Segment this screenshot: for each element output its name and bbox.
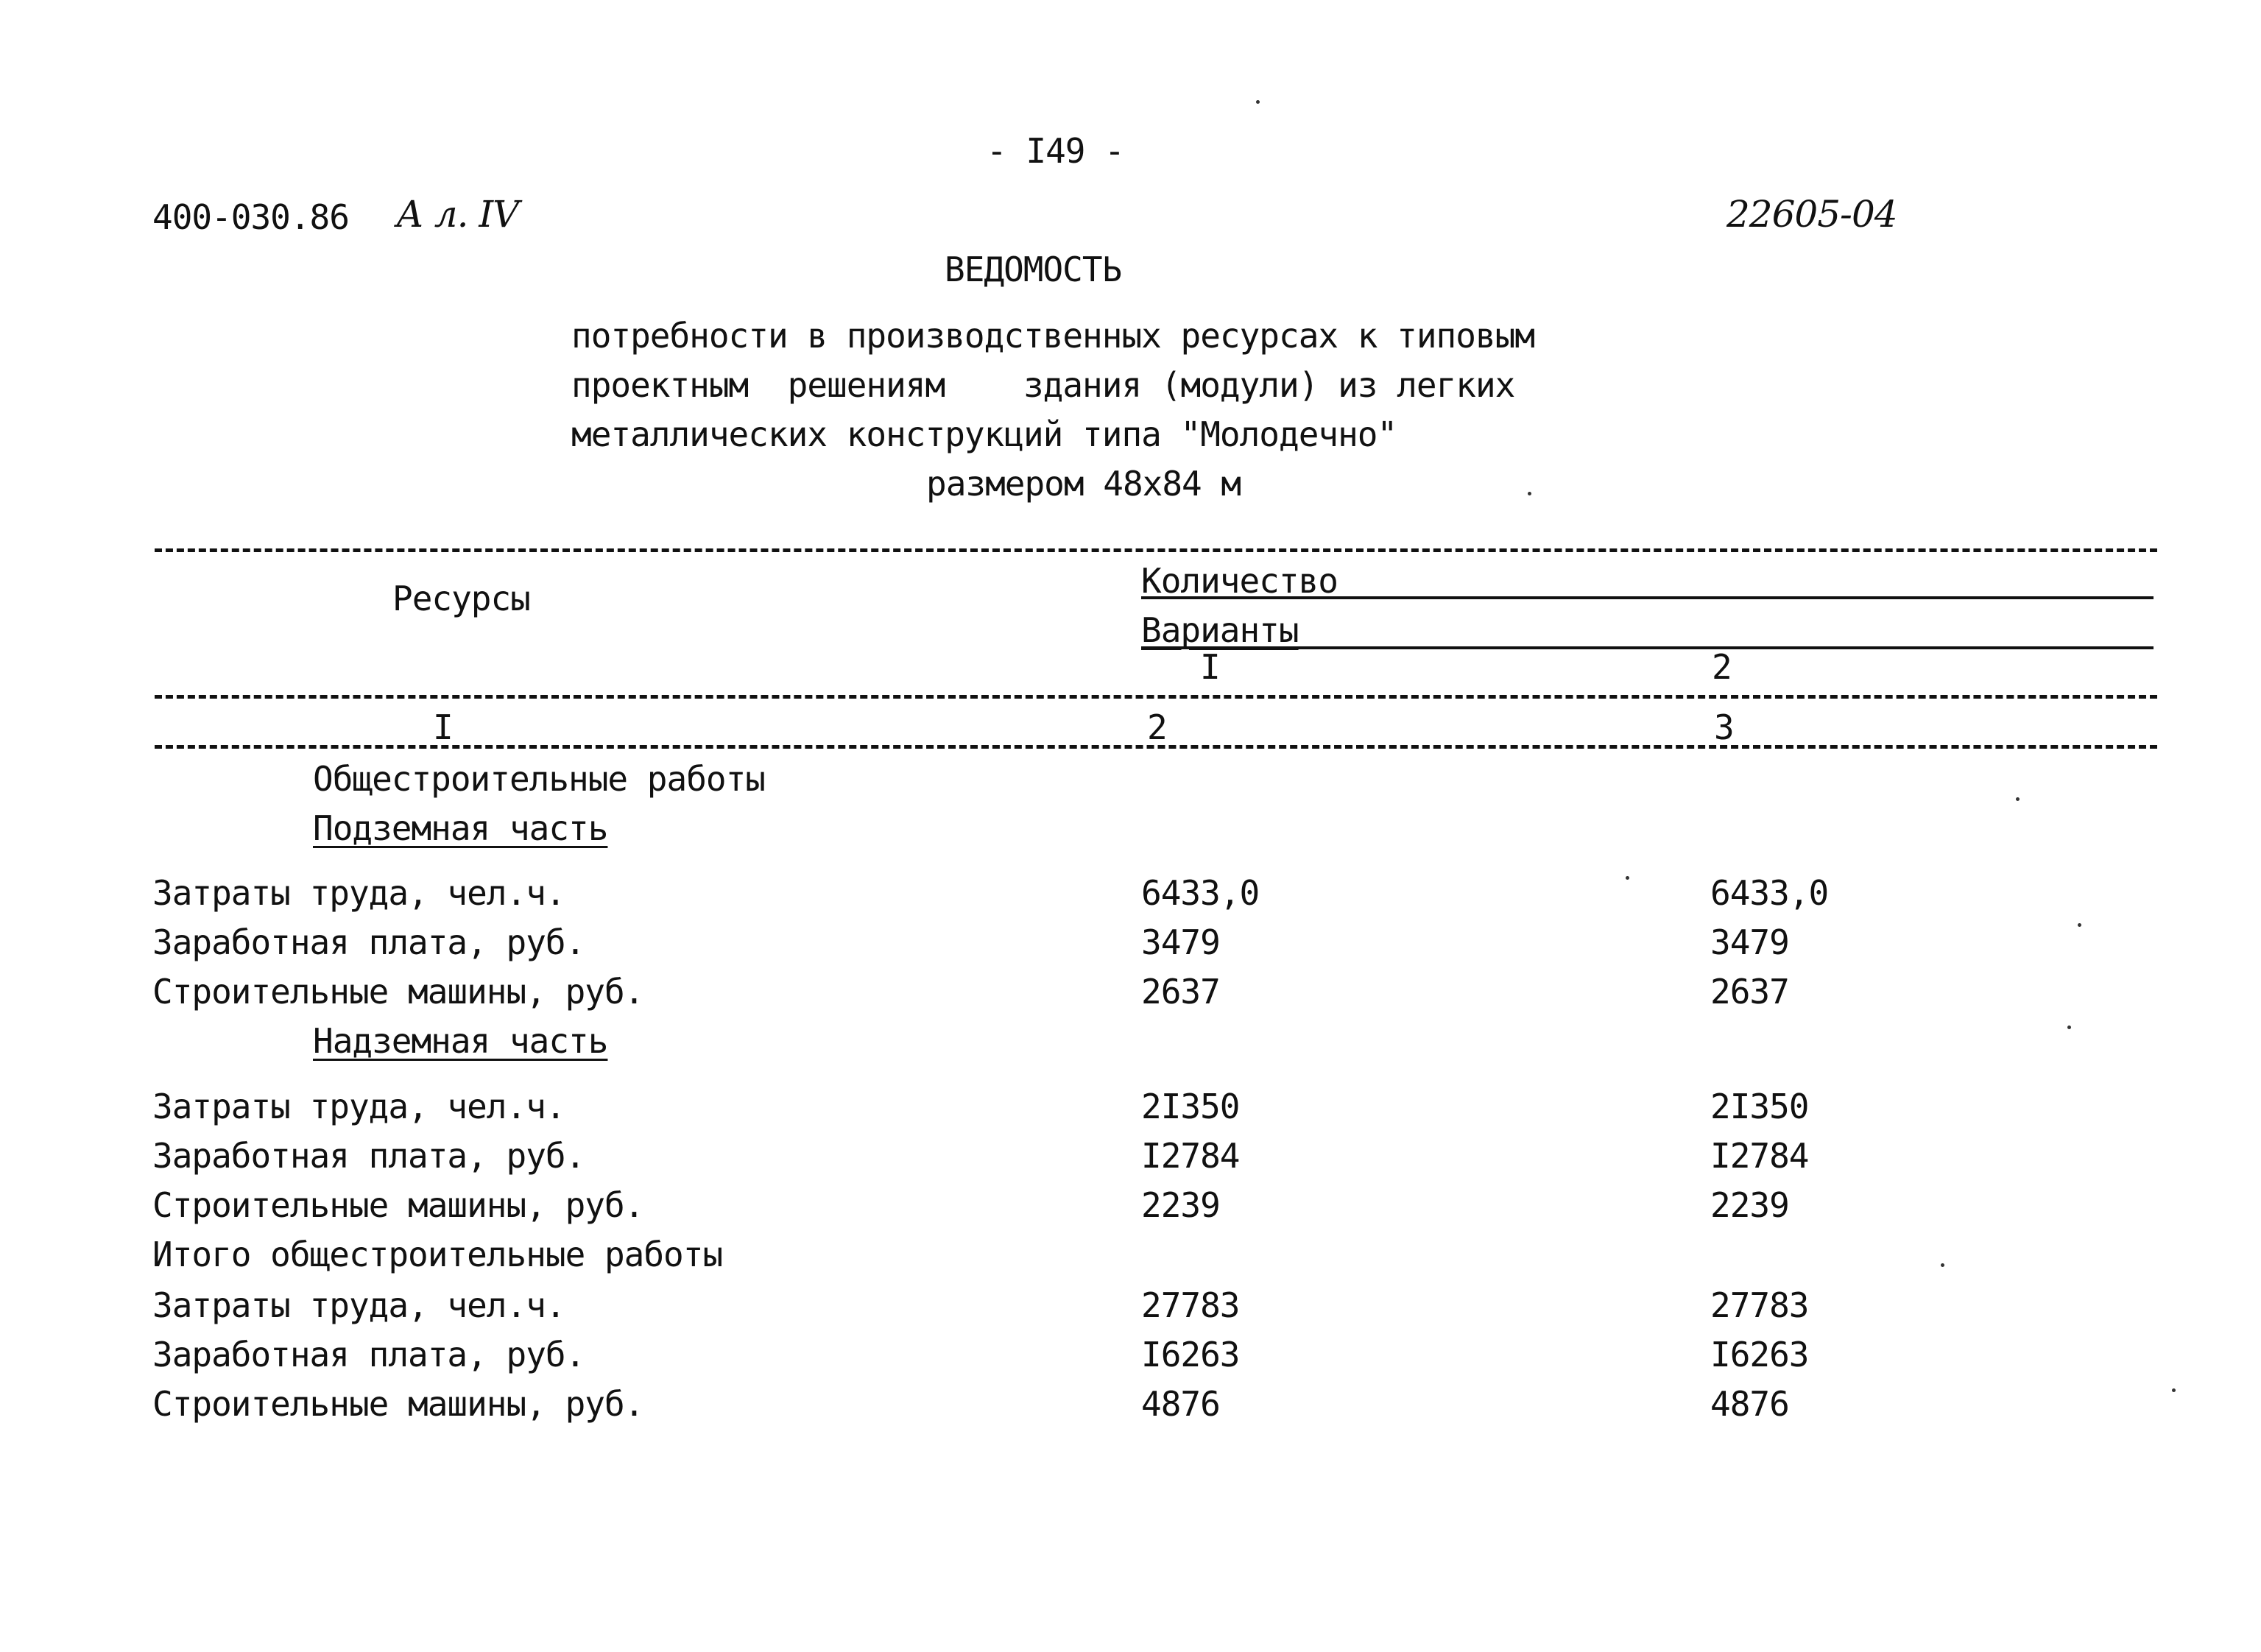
table-numbers-rule bbox=[155, 745, 2157, 749]
scan-speck bbox=[1528, 492, 1531, 495]
table-top-rule bbox=[155, 548, 2157, 552]
table-row-value-variant-2: I2784 bbox=[1710, 1136, 1809, 1176]
document-code: 400-030.86 bbox=[152, 197, 349, 237]
variant-2-label: 2 bbox=[1712, 647, 1732, 687]
scan-speck bbox=[2016, 797, 2020, 801]
column-header-resources: Ресурсы bbox=[392, 579, 530, 618]
document-stamp: 22605-04 bbox=[1726, 193, 1897, 236]
scan-speck bbox=[2067, 1026, 2071, 1029]
table-row-value-variant-1: 27783 bbox=[1141, 1285, 1240, 1325]
column-header-variants: Варианты bbox=[1141, 610, 1299, 650]
table-header-rule bbox=[155, 695, 2157, 699]
table-row-value-variant-1: 3479 bbox=[1141, 922, 1220, 962]
variant-1-label: I bbox=[1200, 647, 1220, 687]
section-general-works: Общестроительные работы bbox=[313, 759, 765, 799]
title-line-4: размером 48x84 м bbox=[926, 464, 1241, 504]
section-total: Итого общестроительные работы bbox=[152, 1235, 723, 1274]
table-row-value-variant-2: 2637 bbox=[1710, 972, 1789, 1012]
quantity-rule bbox=[1141, 596, 2154, 599]
table-row-value-variant-1: 2I350 bbox=[1141, 1087, 1240, 1126]
title-line-3: металлических конструкций типа "Молодечно" bbox=[571, 414, 1397, 454]
table-row-label: Затраты труда, чел.ч. bbox=[152, 873, 565, 913]
column-number-3: 3 bbox=[1714, 707, 1734, 747]
column-number-1: I bbox=[433, 707, 453, 747]
table-row-label: Заработная плата, руб. bbox=[152, 922, 585, 962]
table-row-label: Заработная плата, руб. bbox=[152, 1136, 585, 1176]
table-row-value-variant-1: I2784 bbox=[1141, 1136, 1240, 1176]
table-row-label: Строительные машины, руб. bbox=[152, 1384, 644, 1424]
document-heading: ВЕДОМОСТЬ bbox=[945, 250, 1122, 289]
table-row-value-variant-2: 2I350 bbox=[1710, 1087, 1809, 1126]
album-sheet: А л. IV bbox=[396, 193, 519, 236]
title-line-1: потребности в производственных ресурсах к типовым bbox=[571, 316, 1535, 356]
column-number-2: 2 bbox=[1147, 707, 1167, 747]
scan-speck bbox=[1941, 1263, 1944, 1267]
table-row-value-variant-2: 3479 bbox=[1710, 922, 1789, 962]
column-header-quantity: Количество bbox=[1141, 561, 1338, 601]
table-row-value-variant-1: 2239 bbox=[1141, 1185, 1220, 1225]
table-row-value-variant-2: 27783 bbox=[1710, 1285, 1809, 1325]
section-underground: Подземная часть bbox=[313, 808, 608, 848]
scan-speck bbox=[2078, 923, 2081, 927]
page-number: - I49 - bbox=[987, 131, 1124, 171]
table-row-label: Затраты труда, чел.ч. bbox=[152, 1087, 565, 1126]
table-row-value-variant-2: 4876 bbox=[1710, 1384, 1789, 1424]
table-row-label: Затраты труда, чел.ч. bbox=[152, 1285, 565, 1325]
scan-speck bbox=[2172, 1388, 2176, 1392]
table-row-value-variant-1: 6433,0 bbox=[1141, 873, 1260, 913]
scan-speck bbox=[1256, 100, 1260, 104]
variants-rule bbox=[1141, 646, 2154, 649]
table-row-value-variant-1: 2637 bbox=[1141, 972, 1220, 1012]
table-row-label: Строительные машины, руб. bbox=[152, 972, 644, 1012]
table-row-label: Строительные машины, руб. bbox=[152, 1185, 644, 1225]
table-row-value-variant-1: 4876 bbox=[1141, 1384, 1220, 1424]
table-row-value-variant-1: I6263 bbox=[1141, 1335, 1240, 1374]
table-row-value-variant-2: 2239 bbox=[1710, 1185, 1789, 1225]
table-row-value-variant-2: 6433,0 bbox=[1710, 873, 1829, 913]
title-line-2: проектным решениям здания (модули) из легких bbox=[571, 365, 1515, 405]
scan-speck bbox=[1626, 876, 1629, 880]
table-row-value-variant-2: I6263 bbox=[1710, 1335, 1809, 1374]
section-aboveground: Надземная часть bbox=[313, 1021, 608, 1061]
table-row-label: Заработная плата, руб. bbox=[152, 1335, 585, 1374]
